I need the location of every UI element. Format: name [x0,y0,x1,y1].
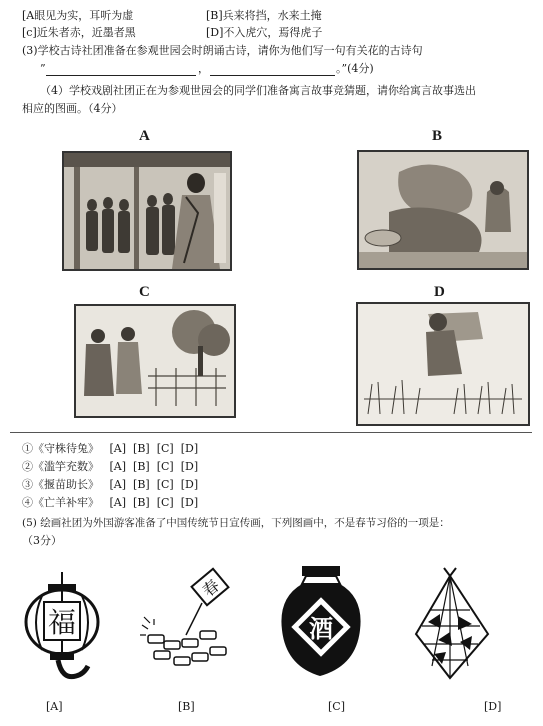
story-name: ③《揠苗助长》 [22,478,99,491]
jar-character: 酒 [309,615,333,643]
story-name: ④《亡羊补牢》 [22,496,99,509]
firecracker-character: 春 [198,575,224,601]
choice-a[interactable]: [A] [109,478,127,491]
story-row [22,496,205,510]
choice-a[interactable]: [A] [109,442,127,455]
question-5-line2: （3分） [22,534,62,547]
firecracker-icon [138,565,246,677]
option-d-text: [D]不入虎穴，焉得虎子 [206,26,323,39]
picture-label-d: D [434,284,445,300]
choice-c[interactable]: [C] [156,442,174,455]
picture-label-c: C [139,284,150,300]
option-a-text: [A眼见为实，耳听为虚 [22,9,134,22]
question-4-line2: 相应的图画。（4分） [22,102,123,115]
choice-d[interactable]: [D] [180,478,199,491]
question-4-line1: （4）学校戏剧社团正在为参观世园会的同学们准备寓言故事竞猜题，请你给寓言故事选出 [40,84,476,97]
choice-b[interactable]: [B] [133,496,150,509]
picture-option-a[interactable]: [A] [46,700,63,713]
zongzi-icon [410,566,496,684]
picture-option-b[interactable]: [B] [178,700,195,713]
choice-d[interactable]: [D] [180,442,199,455]
answer-blank-2[interactable] [210,75,335,76]
wine-jar-icon [276,562,366,682]
picture-d-illustration [356,302,530,426]
picture-option-c[interactable]: [C] [328,700,345,713]
choice-c[interactable]: [C] [156,460,174,473]
picture-label-a: A [139,128,150,144]
story-row [22,442,205,456]
choice-b[interactable]: [B] [133,442,150,455]
story-name: ②《滥竽充数》 [22,460,99,473]
question-3-comma: ， [198,62,209,75]
picture-c-illustration [74,304,236,418]
choice-b[interactable]: [B] [133,460,150,473]
choice-b[interactable]: [B] [133,478,150,491]
answer-blank-1[interactable] [46,75,196,76]
story-row [22,460,205,474]
question-5-line1: (5) 绘画社团为外国游客准备了中国传统节日宣传画，下列图画中，不是春节习俗的一项是： [22,517,450,529]
choice-d[interactable]: [D] [180,460,199,473]
picture-label-b: B [432,128,443,144]
question-3-text: (3)学校古诗社团准备在参观世园会时朗诵古诗，请你为他们写一句有关花的古诗句 [22,44,423,57]
choice-c[interactable]: [C] [156,496,174,509]
picture-b-illustration [357,150,529,270]
picture-option-d[interactable]: [D] [484,700,502,713]
story-row [22,478,205,492]
choice-a[interactable]: [A] [109,496,127,509]
question-3-end: 。”(4分) [336,62,374,75]
choice-a[interactable]: [A] [109,460,127,473]
question-3-open-quote: ” [40,62,46,75]
lantern-icon [22,572,106,684]
option-b-text: [B]兵来将挡，水来土掩 [206,9,322,22]
section-divider [10,432,532,433]
option-c-text: [c]近朱者赤，近墨者黑 [22,26,136,39]
picture-a-illustration [62,151,232,271]
lantern-character: 福 [47,606,77,639]
choice-d[interactable]: [D] [180,496,199,509]
choice-c[interactable]: [C] [156,478,174,491]
story-name: ①《守株待兔》 [22,442,99,455]
